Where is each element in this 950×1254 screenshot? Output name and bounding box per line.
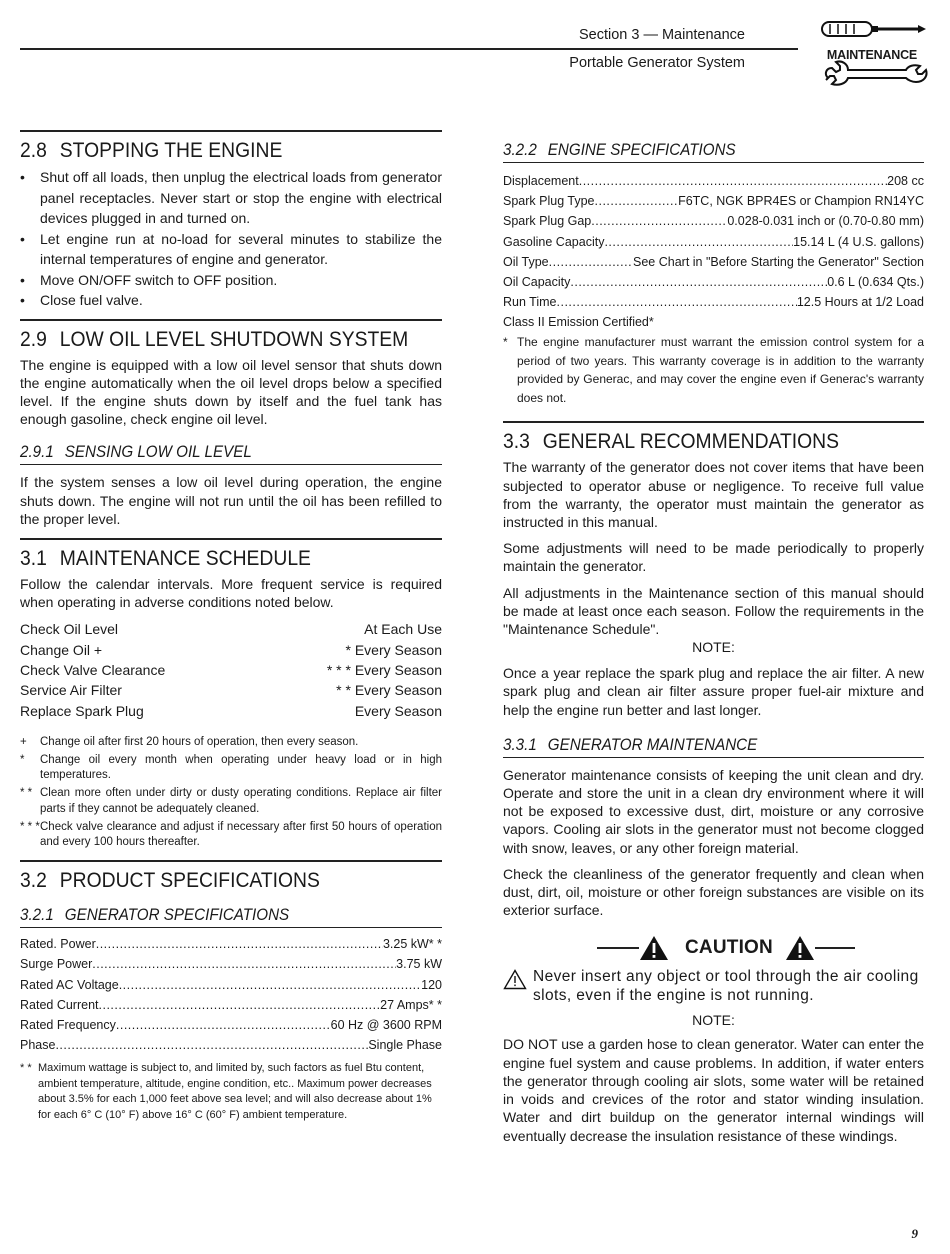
note-text: Once a year replace the spark plug and replace the air filter. A new spark plug and clean air filter assure proper fuel-air mixture and help the engine run better and last longer. bbox=[503, 665, 924, 718]
subsection-number: 3.2.1 bbox=[20, 906, 54, 925]
warning-outline-icon bbox=[503, 969, 527, 990]
table-row bbox=[20, 660, 442, 680]
caution-title: CAUTION bbox=[685, 937, 773, 959]
interval-cell: Every Season bbox=[354, 702, 442, 719]
note-item bbox=[20, 786, 442, 816]
spec-label: Surge Power bbox=[20, 957, 93, 972]
spec-value: 120 bbox=[421, 977, 442, 992]
spec-row bbox=[503, 191, 924, 211]
note-mark: * * bbox=[20, 787, 33, 800]
spec-label: Rated Frequency bbox=[20, 1018, 116, 1033]
subsection-title: GENERATOR SPECIFICATIONS bbox=[64, 906, 290, 925]
spec-label: Spark Plug Type bbox=[503, 194, 595, 209]
warning-triangle-icon bbox=[785, 935, 815, 961]
spec-value: Single Phase bbox=[368, 1038, 442, 1053]
spec-label: Rated Current bbox=[20, 997, 99, 1012]
header-rule bbox=[20, 48, 798, 50]
paragraph: Some adjustments will need to be made periodically to properly maintain the generator. bbox=[503, 540, 924, 575]
spec-label: Oil Capacity bbox=[503, 275, 571, 290]
spec-row bbox=[503, 211, 924, 231]
note-item bbox=[20, 820, 442, 850]
section-heading-3-1 bbox=[20, 546, 408, 571]
table-row bbox=[20, 619, 442, 639]
document-subtitle: Portable Generator System bbox=[569, 55, 745, 71]
paragraph: All adjustments in the Maintenance section of this manual should be made at least once each season. Follow the requirements in the "Maintenance Schedule". bbox=[503, 584, 924, 638]
spec-label: Spark Plug Gap bbox=[503, 214, 592, 229]
emission-footnote bbox=[503, 333, 924, 407]
subsection-number: 2.9.1 bbox=[20, 443, 54, 462]
list-item: • Let engine run at no-load for several minutes to stabilize the internal temperatures of engine and generator. bbox=[20, 229, 442, 270]
section-number: 2.8 bbox=[20, 139, 47, 162]
paragraph: If the system senses a low oil level during operation, the engine shuts down. The engine will not run until the oil has been refilled to the proper level. bbox=[20, 474, 442, 527]
spec-value: F6TC, NGK BPR4ES or Champion RN14YC bbox=[678, 194, 924, 209]
interval-cell: At Each Use bbox=[364, 621, 442, 638]
section-title: LOW OIL LEVEL SHUTDOWN SYSTEM bbox=[59, 327, 409, 351]
spec-label: Rated. Power bbox=[20, 937, 96, 952]
subsection-heading-3-2-2 bbox=[503, 140, 890, 160]
note-text: Change oil after first 20 hours of operation, then every season. bbox=[40, 735, 359, 748]
note-item bbox=[20, 735, 442, 750]
section-rule bbox=[20, 860, 442, 862]
left-column bbox=[20, 130, 442, 1123]
footnote-mark: * bbox=[503, 335, 508, 350]
spec-label: Run Time bbox=[503, 295, 557, 310]
paragraph: Follow the calendar intervals. More frequent service is required when operating in adverse conditions noted below. bbox=[20, 575, 442, 611]
footnote-text: The engine manufacturer must warrant the emission control system for a period of two years. This warranty coverage is in addition to the warranty provided by Generac, and may cover the engine even if Generac's warranty does not. bbox=[517, 335, 924, 405]
note-item bbox=[20, 753, 442, 783]
note-mark: + bbox=[20, 735, 27, 748]
emission-certification: Class II Emission Certified* bbox=[503, 315, 654, 330]
section-number: 3.3 bbox=[503, 430, 530, 454]
paragraph: The engine is equipped with a low oil level sensor that shuts down the engine automatically when the oil level drops below a specified level. If the engine shuts down by itself and the fuel tank has enough gasoline, check engine oil level. bbox=[20, 356, 442, 428]
subsection-heading-3-2-1 bbox=[20, 905, 408, 925]
task-cell: Check Valve Clearance bbox=[20, 661, 166, 678]
subsection-heading-3-3-1 bbox=[503, 735, 890, 755]
subsection-title: SENSING LOW OIL LEVEL bbox=[64, 443, 252, 462]
spec-row bbox=[20, 1015, 442, 1035]
spec-value: See Chart in "Before Starting the Generator" Section bbox=[633, 254, 924, 269]
note-label: NOTE: bbox=[692, 1012, 735, 1029]
caution-banner bbox=[503, 933, 924, 963]
section-number: 3.1 bbox=[20, 546, 47, 570]
task-cell: Replace Spark Plug bbox=[20, 702, 144, 719]
table-row bbox=[20, 680, 442, 700]
spec-value: 208 cc bbox=[887, 174, 924, 188]
engine-specs-list bbox=[503, 171, 924, 332]
interval-cell: * Every Season bbox=[345, 641, 442, 658]
spec-row bbox=[503, 232, 924, 252]
spec-row bbox=[503, 171, 924, 191]
note-label: NOTE: bbox=[692, 639, 735, 656]
stopping-steps-list bbox=[20, 167, 442, 311]
paragraph: The warranty of the generator does not cover items that have been subjected to operator abuse or negligence. To receive full value from the warranty, the operator must maintain the generator as instructed in this manual. bbox=[503, 459, 924, 531]
page-number: 9 bbox=[911, 1226, 918, 1241]
maintenance-schedule-table bbox=[20, 619, 442, 720]
table-row bbox=[20, 701, 442, 721]
section-rule bbox=[20, 319, 442, 321]
spec-value: 0.028-0.031 inch or (0.70-0.80 mm) bbox=[727, 214, 924, 229]
spec-row bbox=[503, 252, 924, 272]
section-title: STOPPING THE ENGINE bbox=[59, 139, 283, 162]
spec-label: Gasoline Capacity bbox=[503, 234, 605, 249]
spec-value: 60 Hz @ 3600 RPM bbox=[330, 1018, 442, 1033]
subsection-title: ENGINE SPECIFICATIONS bbox=[547, 141, 736, 159]
subsection-rule bbox=[503, 757, 924, 758]
paragraph: Generator maintenance consists of keeping the unit clean and dry. Operate and store the unit in a clean dry environment where it will not be exposed to excessive dust, dirt, moisture or any corrosive vapors. Cooling air slots in the generator must not become clogged with snow, leaves, or any other foreign material. bbox=[503, 766, 924, 856]
subsection-rule bbox=[503, 162, 924, 163]
subsection-rule bbox=[20, 464, 442, 465]
subsection-heading-2-9-1 bbox=[20, 442, 408, 462]
spec-row bbox=[20, 995, 442, 1015]
section-rule bbox=[20, 538, 442, 540]
maintenance-badge bbox=[820, 16, 930, 100]
section-header: Section 3 — Maintenance bbox=[578, 27, 745, 43]
spec-value: 12.5 Hours at 1/2 Load bbox=[796, 295, 924, 310]
maintenance-label: MAINTENANCE bbox=[826, 48, 918, 62]
spec-label: Displacement bbox=[503, 174, 579, 188]
footnote-mark: * * bbox=[20, 1062, 32, 1075]
spec-value: 15.14 L (4 U.S. gallons) bbox=[793, 234, 924, 249]
subsection-rule bbox=[20, 927, 442, 928]
subsection-number: 3.2.2 bbox=[503, 141, 537, 159]
generator-specs-list bbox=[20, 934, 442, 1055]
spec-row bbox=[503, 292, 924, 312]
spec-row bbox=[20, 975, 442, 995]
list-item: • Shut off all loads, then unplug the electrical loads from generator panel receptacles. Never start or stop the engine with electrical devices plugged in and turned on. bbox=[20, 167, 442, 229]
task-cell: Change Oil + bbox=[20, 641, 103, 658]
task-cell: Service Air Filter bbox=[20, 682, 122, 699]
section-title: GENERAL RECOMMENDATIONS bbox=[542, 430, 840, 454]
subsection-title: GENERATOR MAINTENANCE bbox=[547, 735, 758, 754]
spec-value: 3.75 kW bbox=[396, 957, 442, 972]
table-row bbox=[20, 640, 442, 660]
note-mark: * * * bbox=[20, 820, 40, 833]
note-text: DO NOT use a garden hose to clean generator. Water can enter the engine fuel system and cause problems. In addition, if water enters the generator through cooling air slots, some water will be retained in voids and crevices of the rotor and stator winding insulation. Water and dirt buildup on the generator internal windings will eventually decrease the insulation resistance of these windings. bbox=[503, 1036, 924, 1144]
note-text: Change oil every month when operating under heavy load or in high temperatures. bbox=[40, 754, 442, 782]
spec-row bbox=[20, 934, 442, 954]
note-mark: * bbox=[20, 754, 25, 767]
section-heading-2-8 bbox=[20, 138, 408, 163]
spec-row bbox=[503, 272, 924, 292]
spec-row bbox=[20, 954, 442, 974]
spec-label: Oil Type bbox=[503, 254, 549, 269]
list-item: • Move ON/OFF switch to OFF position. bbox=[20, 270, 442, 291]
spec-value: 27 Amps* * bbox=[380, 997, 442, 1012]
note-text: Clean more often under dirty or dusty operating conditions. Replace air filter parts if they cannot be adequately cleaned. bbox=[40, 787, 442, 815]
spec-value: 0.6 L (0.634 Qts.) bbox=[827, 275, 924, 290]
right-column bbox=[503, 130, 924, 1145]
section-heading-2-9 bbox=[20, 327, 408, 352]
schedule-notes bbox=[20, 735, 442, 850]
spec-label: Phase bbox=[20, 1038, 56, 1053]
section-title: MAINTENANCE SCHEDULE bbox=[59, 546, 311, 570]
section-rule bbox=[503, 421, 924, 423]
subsection-number: 3.3.1 bbox=[503, 735, 537, 754]
caution-text: Never insert any object or tool through the air cooling slots, even if the engine is not running. bbox=[533, 968, 919, 1005]
footnote-text: Maximum wattage is subject to, and limited by, such factors as fuel Btu content, ambient temperature, altitude, engine condition, etc.. Maximum power decreases about 3.5% for each 1,000 feet above sea level; and will also decrease about 1% for each 6° C (10° F) above 16° C (60° F) ambient temperature. bbox=[38, 1062, 432, 1121]
spec-label: Rated AC Voltage bbox=[20, 977, 119, 992]
note-text: Check valve clearance and adjust if necessary after first 50 hours of operation and every 100 hours thereafter. bbox=[40, 820, 442, 849]
paragraph: Check the cleanliness of the generator frequently and clean when dust, dirt, oil, moisture or other foreign substances are visible on its exterior surface. bbox=[503, 865, 924, 919]
spec-value: 3.25 kW* * bbox=[382, 937, 442, 952]
power-footnote bbox=[20, 1061, 442, 1123]
list-item: • Close fuel valve. bbox=[20, 290, 442, 311]
section-rule bbox=[20, 130, 442, 132]
task-cell: Check Oil Level bbox=[20, 621, 119, 638]
warning-triangle-icon bbox=[639, 935, 669, 961]
interval-cell: * * Every Season bbox=[336, 682, 442, 699]
section-heading-3-3 bbox=[503, 429, 890, 454]
caution-message bbox=[503, 967, 924, 1005]
section-number: 3.2 bbox=[20, 869, 47, 893]
section-number: 2.9 bbox=[20, 327, 47, 351]
interval-cell: * * * Every Season bbox=[326, 661, 442, 678]
section-title: PRODUCT SPECIFICATIONS bbox=[59, 869, 320, 893]
section-heading-3-2 bbox=[20, 868, 408, 893]
spec-row bbox=[20, 1035, 442, 1055]
